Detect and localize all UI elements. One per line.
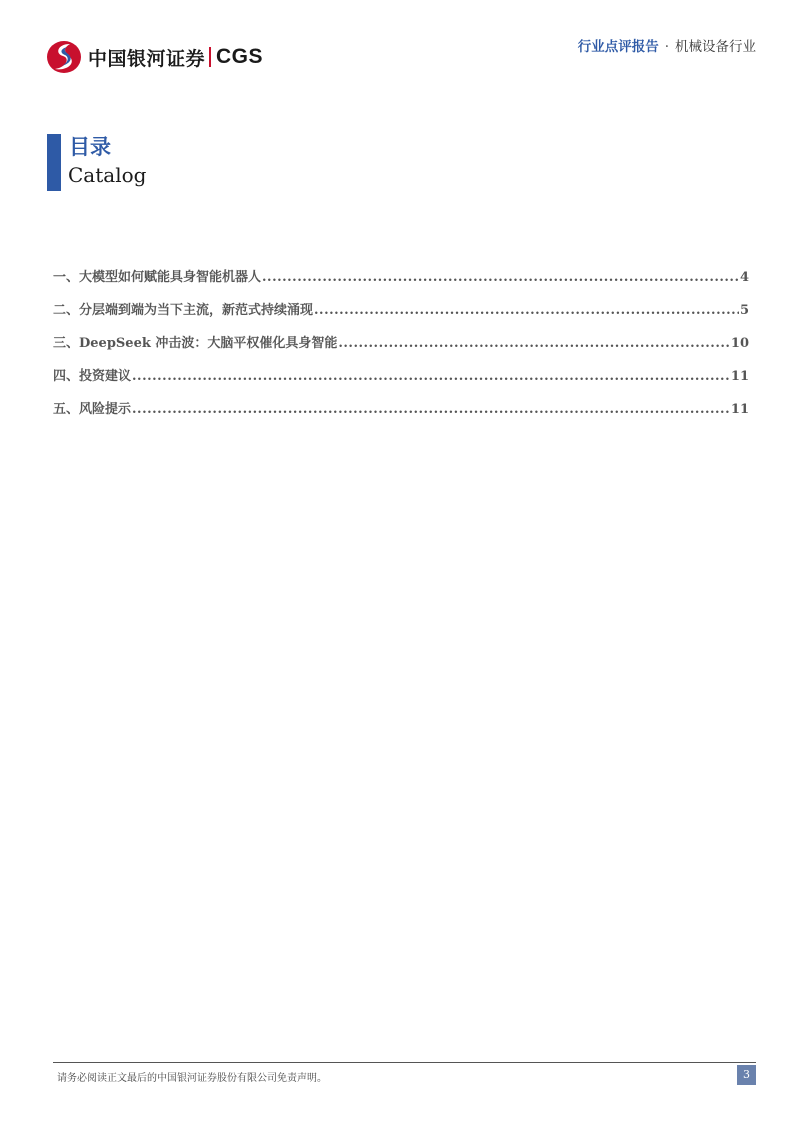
page-number-badge: 3 — [737, 1065, 756, 1085]
report-type: 行业点评报告 — [577, 39, 659, 55]
catalog-title: 目录 — [69, 135, 111, 159]
toc-entry-label: 三、DeepSeek 冲击波：大脑平权催化具身智能 — [53, 336, 338, 351]
toc-entry-page: 10 — [730, 336, 749, 351]
toc-entry-page: 11 — [730, 369, 749, 384]
cgs-logo-icon — [46, 40, 82, 74]
toc-entry-5[interactable] — [53, 398, 749, 431]
logo-divider — [209, 47, 211, 67]
toc-entry-label: 四、投资建议 — [53, 369, 132, 384]
toc-entry-page: 4 — [739, 270, 749, 285]
toc-entry-page: 5 — [739, 303, 749, 318]
logo-text-cn: 中国银河证券 — [88, 47, 206, 70]
report-header-info — [578, 35, 756, 55]
table-of-contents — [53, 266, 749, 431]
toc-dot-leader — [262, 270, 739, 285]
toc-entry-1[interactable] — [53, 266, 749, 299]
footer-divider — [53, 1062, 756, 1063]
catalog-subtitle: Catalog — [68, 163, 147, 187]
toc-entry-4[interactable] — [53, 365, 749, 398]
toc-dot-leader — [338, 336, 730, 351]
toc-dot-leader — [314, 303, 739, 318]
toc-entry-2[interactable] — [53, 299, 749, 332]
industry-name: 机械设备行业 — [675, 39, 756, 55]
header-separator: · — [664, 39, 669, 55]
toc-entry-label: 二、分层端到端为当下主流，新范式持续涌现 — [53, 303, 314, 318]
logo-text-en: CGS — [216, 45, 264, 68]
company-logo — [46, 40, 263, 74]
toc-dot-leader — [132, 402, 730, 417]
toc-entry-label: 一、大模型如何赋能具身智能机器人 — [53, 270, 262, 285]
catalog-accent-bar — [47, 134, 61, 191]
toc-dot-leader — [132, 369, 730, 384]
toc-entry-page: 11 — [730, 402, 749, 417]
toc-entry-3[interactable] — [53, 332, 749, 365]
footer-disclaimer: 请务必阅读正文最后的中国银河证券股份有限公司免责声明。 — [57, 1073, 327, 1084]
toc-entry-label: 五、风险提示 — [53, 402, 132, 417]
